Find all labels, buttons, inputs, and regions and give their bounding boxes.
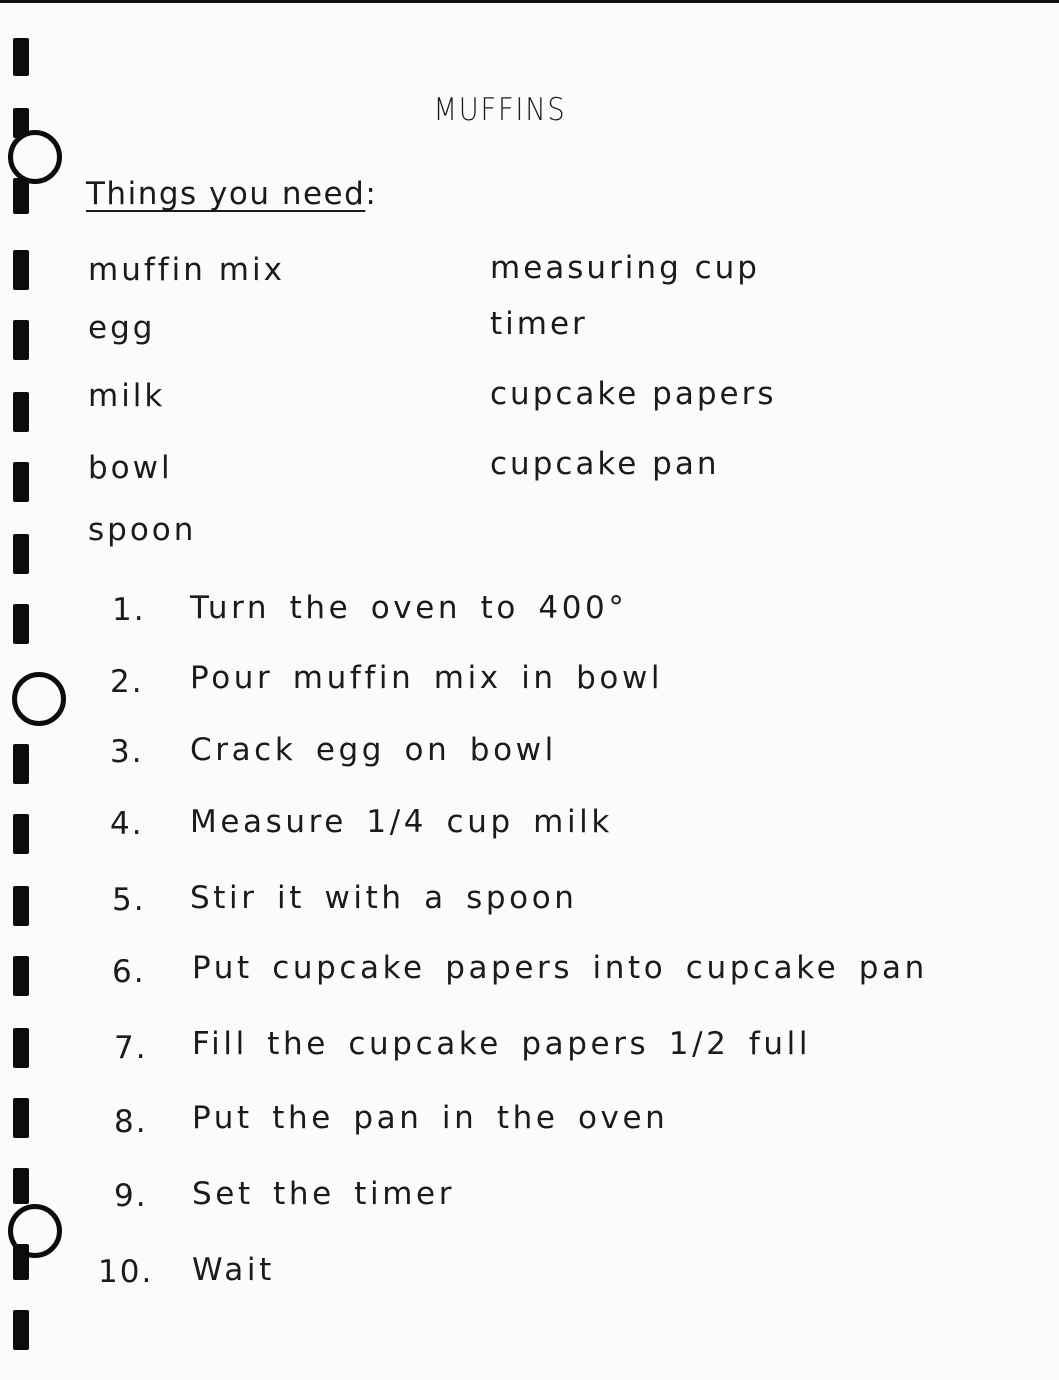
page-top-edge [0, 0, 1059, 3]
supply-item: milk [88, 378, 166, 414]
margin-mark [13, 886, 29, 926]
step-text: Turn the oven to 400° [190, 590, 628, 626]
step-text: Crack egg on bowl [190, 732, 557, 768]
step-number: 10. [98, 1254, 154, 1290]
page-title: MUFFINS [433, 92, 567, 128]
step-text: Wait [192, 1252, 275, 1288]
step-number: 7. [114, 1030, 148, 1066]
step-number: 5. [112, 882, 146, 918]
step-number: 3. [110, 734, 144, 770]
binder-hole [12, 672, 66, 726]
margin-mark [13, 38, 29, 76]
supplies-heading-text: Things you need [86, 176, 366, 212]
margin-mark [13, 534, 29, 574]
margin-mark [13, 178, 29, 214]
supply-item: measuring cup [490, 250, 760, 286]
supply-item: egg [88, 310, 156, 346]
step-number: 4. [110, 806, 144, 842]
supplies-heading [86, 176, 377, 212]
supply-item: spoon [88, 512, 197, 548]
margin-mark [13, 744, 29, 784]
step-number: 1. [112, 592, 146, 628]
step-text: Put cupcake papers into cupcake pan [192, 950, 928, 986]
step-number: 8. [114, 1104, 148, 1140]
margin-mark [13, 320, 29, 360]
step-text: Pour muffin mix in bowl [190, 660, 664, 696]
step-text: Fill the cupcake papers 1/2 full [192, 1026, 812, 1062]
margin-mark [13, 250, 29, 290]
step-text: Set the timer [192, 1176, 456, 1212]
supply-item: timer [490, 306, 588, 342]
margin-mark [13, 604, 29, 644]
margin-mark [13, 1028, 29, 1068]
step-number: 2. [110, 664, 144, 700]
margin-mark [13, 1098, 29, 1138]
margin-mark [13, 1244, 29, 1280]
supply-item: cupcake papers [490, 376, 777, 412]
step-text: Measure 1/4 cup milk [190, 804, 613, 840]
margin-mark [13, 956, 29, 996]
supply-item: cupcake pan [490, 446, 720, 482]
step-number: 9. [114, 1178, 148, 1214]
supplies-heading-colon: : [365, 176, 378, 212]
binder-hole [8, 130, 62, 184]
margin-mark [13, 1168, 29, 1204]
supply-item: muffin mix [88, 252, 285, 288]
supply-item: bowl [88, 450, 173, 486]
step-number: 6. [112, 954, 146, 990]
margin-mark [13, 392, 29, 432]
margin-mark [13, 462, 29, 502]
step-text: Put the pan in the oven [192, 1100, 669, 1136]
margin-mark [13, 1310, 29, 1350]
step-text: Stir it with a spoon [190, 880, 578, 916]
margin-mark [13, 814, 29, 854]
